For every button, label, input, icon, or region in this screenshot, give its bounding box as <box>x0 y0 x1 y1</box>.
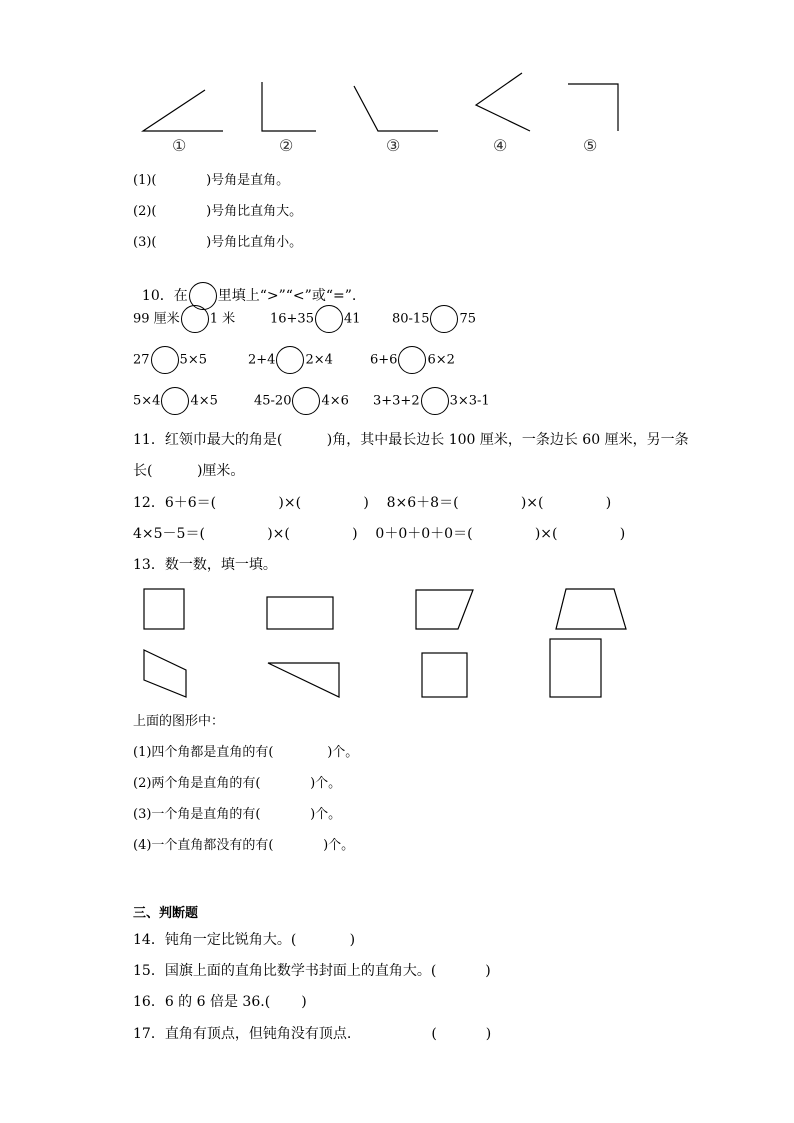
compare-item: 99 厘米 1 米 <box>133 305 235 333</box>
shape-parallelogram <box>144 650 186 697</box>
shape-square-1 <box>144 589 184 629</box>
compare-item: 5×4 4×5 <box>133 387 218 415</box>
compare-item: 27 5×5 <box>133 346 207 374</box>
answer-circle[interactable] <box>315 305 343 333</box>
answer-circle[interactable] <box>161 387 189 415</box>
q13-title: 13．数一数，填一填。 <box>133 557 277 573</box>
compare-item: 3+3+2 3×3-1 <box>373 387 490 415</box>
answer-circle[interactable] <box>398 346 426 374</box>
angle-2 <box>262 82 316 131</box>
shape-rectangle-1 <box>267 597 333 629</box>
compare-item: 45-20 4×6 <box>254 387 349 415</box>
q11-line1: 11．红领巾最大的角是( )角，其中最长边长 100 厘米，一条边长 60 厘米，另一条 <box>133 432 689 448</box>
q17: 17．直角有顶点，但钝角没有顶点. ( ) <box>133 1026 492 1042</box>
shape-trapezoid <box>556 589 626 629</box>
angle-1 <box>143 90 223 131</box>
answer-circle[interactable] <box>421 387 449 415</box>
q16: 16．6 的 6 倍是 36.( ) <box>133 994 307 1010</box>
q9-sub3: (3)( )号角比直角小。 <box>133 235 303 250</box>
angle-4 <box>476 73 530 131</box>
q14: 14．钝角一定比锐角大。( ) <box>133 932 356 948</box>
angle-label-5: ⑤ <box>583 136 598 155</box>
q13-sub1: (1)四个角都是直角的有( )个。 <box>133 745 359 760</box>
q13-intro: 上面的图形中： <box>133 714 225 729</box>
shape-rectangle-2 <box>550 639 601 697</box>
angle-label-4: ④ <box>493 136 508 155</box>
answer-circle[interactable] <box>292 387 320 415</box>
answer-circle[interactable] <box>430 305 458 333</box>
answer-circle[interactable] <box>151 346 179 374</box>
angle-label-1: ① <box>172 136 187 155</box>
q9-sub1: (1)( )号角是直角。 <box>133 173 290 188</box>
q13-sub4: (4)一个直角都没有的有( )个。 <box>133 838 355 853</box>
angle-3 <box>354 86 438 131</box>
compare-item: 6+6 6×2 <box>370 346 455 374</box>
q10-prefix: 10．在 <box>141 288 188 304</box>
compare-item: 2+4 2×4 <box>248 346 333 374</box>
q13-sub3: (3)一个角是直角的有( )个。 <box>133 807 342 822</box>
q10-instruction <box>133 264 356 310</box>
q13-sub2: (2)两个角是直角的有( )个。 <box>133 776 342 791</box>
q12-line1: 12．6＋6＝( )×( ) 8×6＋8＝( )×( ) <box>133 495 612 511</box>
shape-right-triangle <box>268 663 339 697</box>
compare-item: 16+35 41 <box>270 305 361 333</box>
answer-circle[interactable] <box>181 305 209 333</box>
q10-suffix: 里填上“>”“<”或“=”. <box>217 288 357 304</box>
angle-label-2: ② <box>279 136 294 155</box>
angle-label-3: ③ <box>386 136 401 155</box>
q12-line2: 4×5－5＝( )×( ) 0＋0＋0＋0＝( )×( ) <box>133 526 626 542</box>
angle-5 <box>568 84 618 131</box>
q9-sub2: (2)( )号角比直角大。 <box>133 204 303 219</box>
q15: 15．国旗上面的直角比数学书封面上的直角大。( ) <box>133 963 491 979</box>
q11-line2: 长( )厘米。 <box>133 463 245 479</box>
answer-circle[interactable] <box>276 346 304 374</box>
compare-item: 80-15 75 <box>392 305 476 333</box>
section-title: 三、判断题 <box>133 906 199 921</box>
shape-square-2 <box>422 653 467 697</box>
shape-right-trapezoid <box>416 590 473 629</box>
